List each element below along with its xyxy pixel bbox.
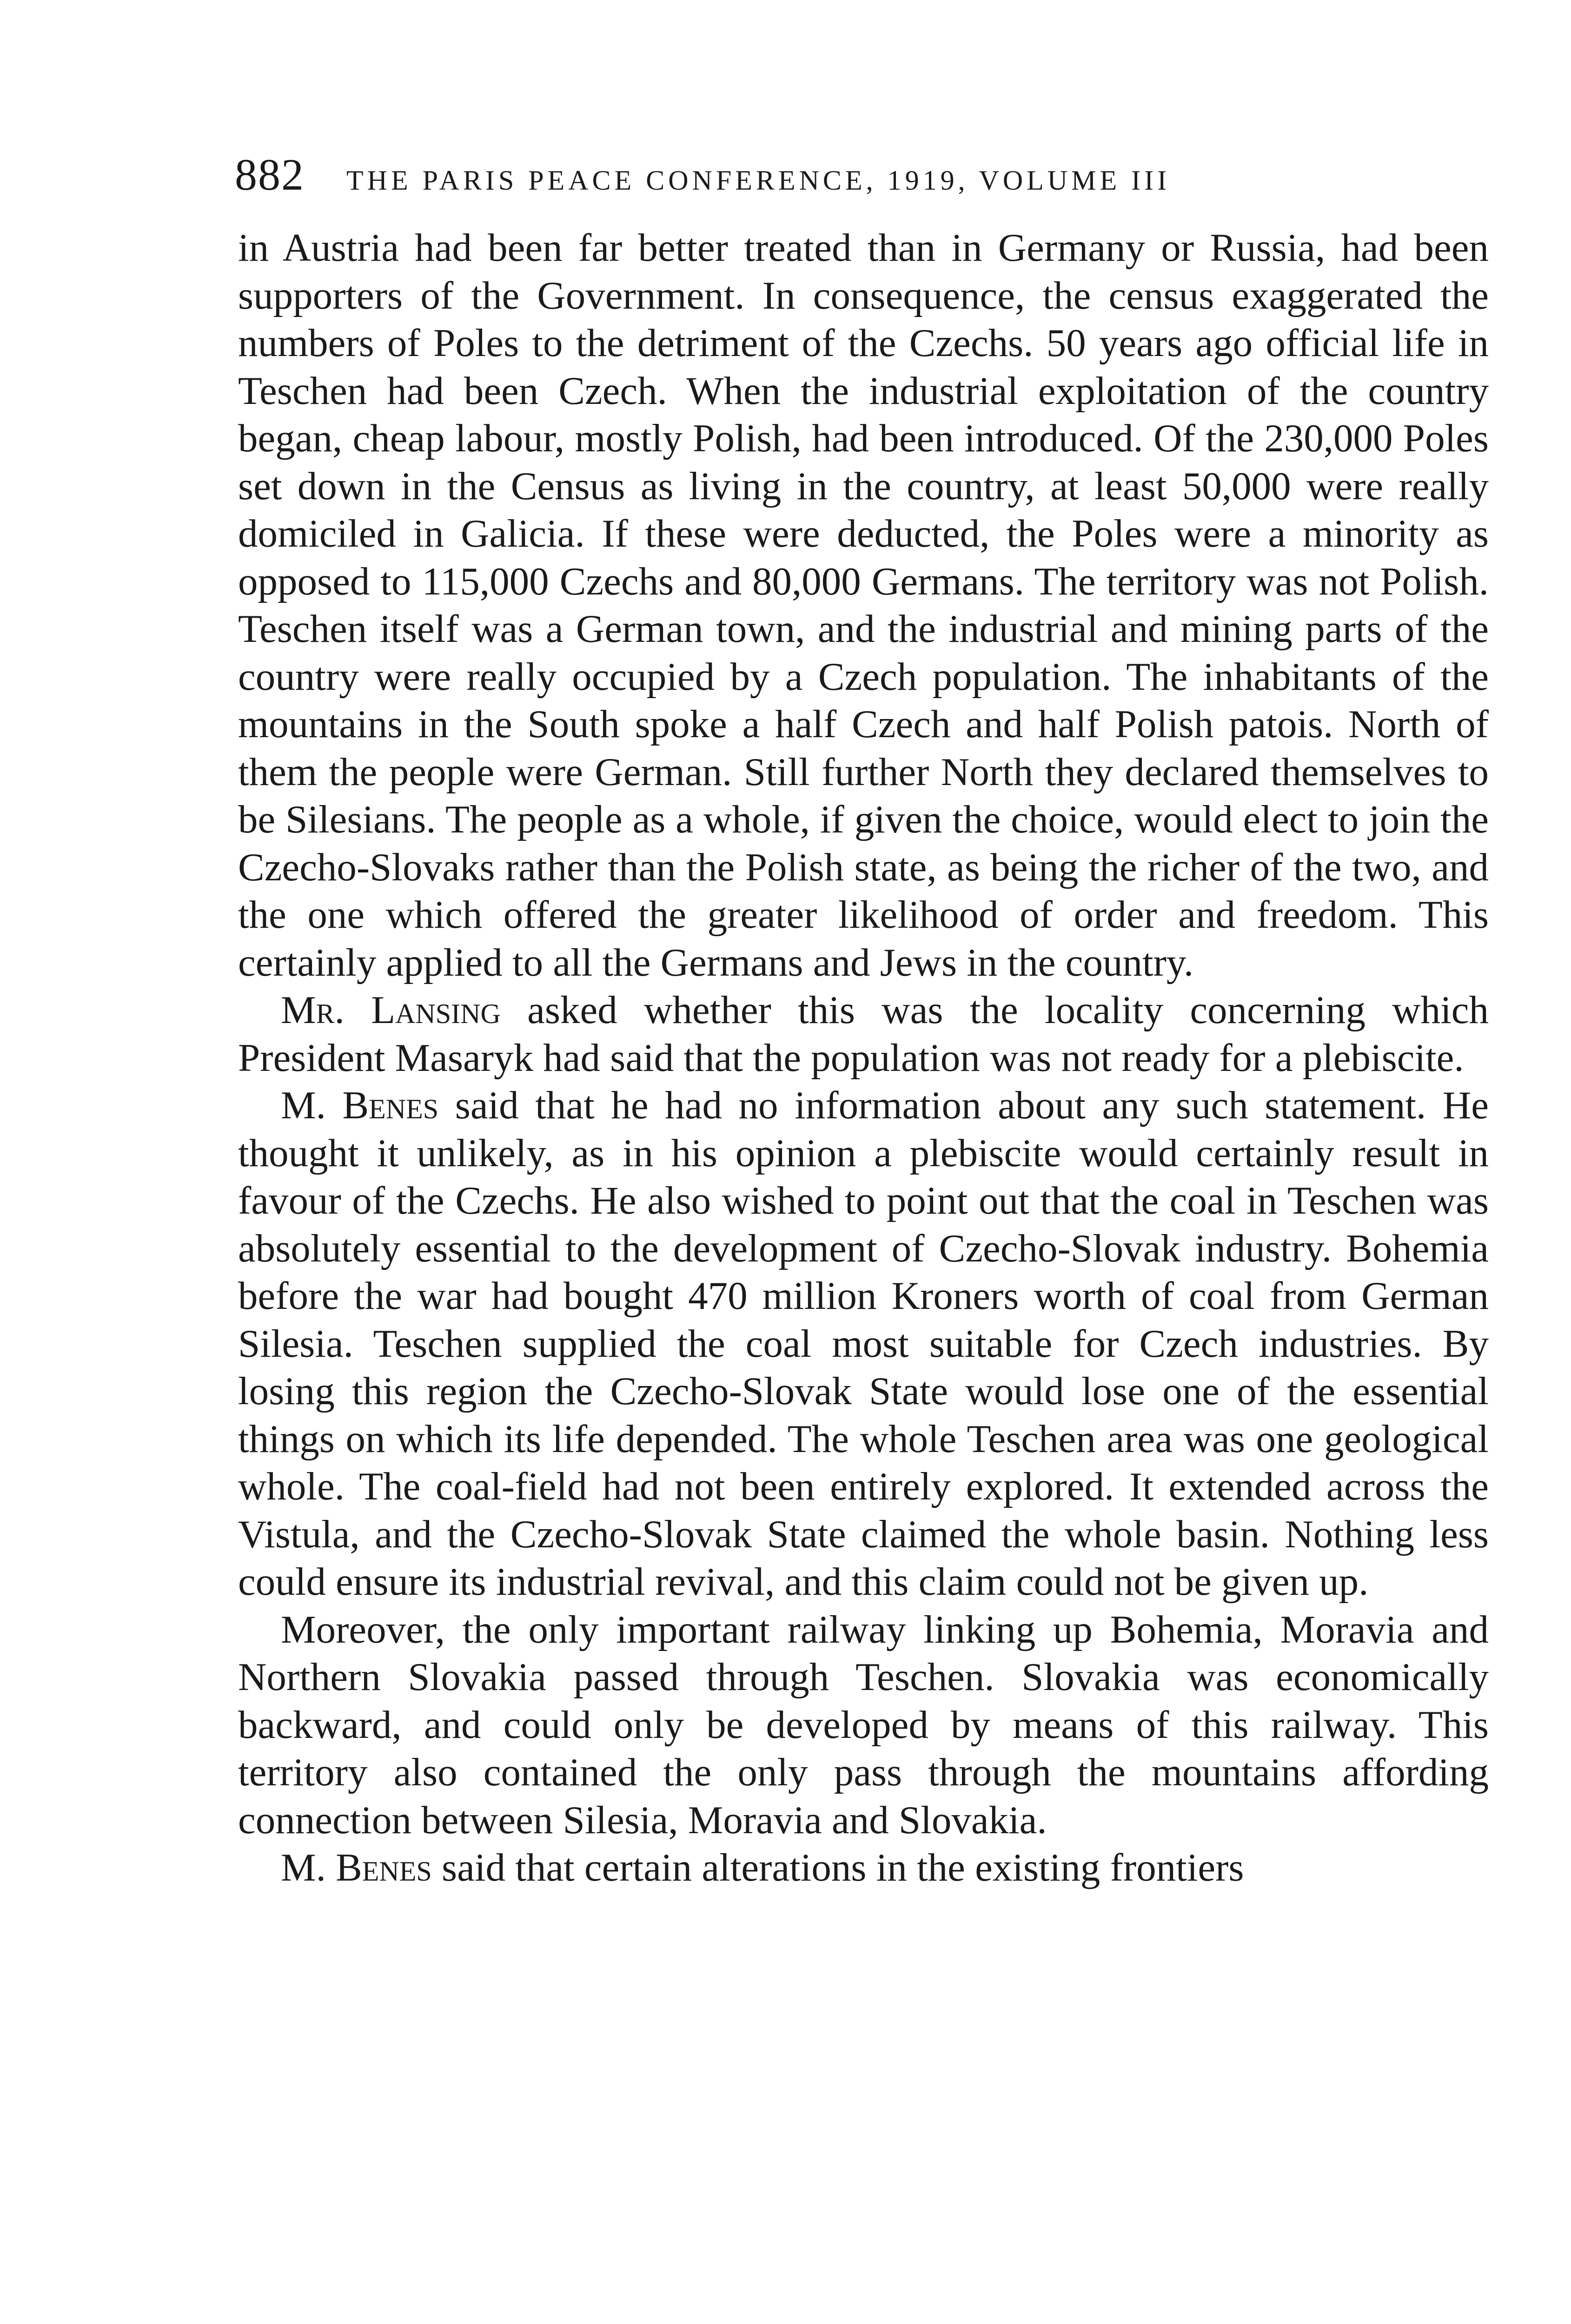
speaker-name: M. Benes [281, 1846, 432, 1889]
paragraph-text: in Austria had been far better treated than in Germany or Russia, had been supporters of the Government. In consequence, the census exaggerated the numbers of Poles to the detriment of the Czechs. 50 years ago official life in Teschen had been Czech. When the industrial exploitation of the country began, cheap labour, mostly Polish, had been introduced. Of the 230,000 Poles set down in the Census as living in the country, at least 50,000 were really domiciled in Galicia. If these were deducted, the Poles were a minority as opposed to 115,000 Czechs and 80,000 Germans. The territory was not Polish. Teschen itself was a German town, and the industrial and mining parts of the country were really occupied by a Czech population. The inhabitants of the mountains in the South spoke a half Czech and half Polish patois. North of them the people were German. Still further North they declared themselves to be Silesians. The people as a whole, if given the choice, would elect to join the Czecho-Slovaks rather than the Polish state, as being the richer of the two, and the one which offered the greater likelihood of order and freedom. This certainly applied to all the Germans and Jews in the country. [238, 226, 1489, 984]
paragraph-railway [238, 1606, 1489, 1844]
speaker-name: M. Benes [281, 1083, 439, 1127]
paragraph-benes-frontiers [238, 1844, 1489, 1892]
paragraph-lansing [238, 986, 1489, 1082]
paragraph-benes-coal [238, 1082, 1489, 1606]
page-number: 882 [235, 150, 305, 199]
paragraph-text: said that he had no information about any such statement. He thought it unlikely, as in his opinion a plebiscite would certainly result in favour of the Czechs. He also wished to point out that the coal in Teschen was absolutely essential to the development of Czecho-Slovak industry. Bohemia before the war had bought 470 million Kroners worth of coal from German Silesia. Teschen supplied the coal most suitable for Czech industries. By losing this region the Czecho-Slovak State would lose one of the essential things on which its life depended. The whole Teschen area was one geological whole. The coal-field had not been entirely explored. It extended across the Vistula, and the Czecho-Slovak State claimed the whole basin. Nothing less could ensure its industrial revival, and this claim could not be given up. [238, 1083, 1489, 1604]
page-header [235, 149, 1490, 209]
paragraph-continuation [238, 224, 1489, 986]
paragraph-text: asked whether this was the locality concerning which President Masaryk had said that the population was not ready for a plebiscite. [238, 988, 1489, 1080]
speaker-name: Mr. Lansing [281, 988, 501, 1032]
paragraph-text: said that certain alterations in the existing frontiers [442, 1846, 1244, 1889]
paragraph-text: Moreover, the only important railway linking up Bohemia, Moravia and Northern Slovakia passed through Teschen. Slovakia was economically backward, and could only be developed by means of this railway. This territory also contained the only pass through the mountains affording connection between Silesia, Moravia and Slovakia. [238, 1607, 1489, 1842]
body-text [238, 224, 1489, 1892]
running-title: THE PARIS PEACE CONFERENCE, 1919, VOLUME III [346, 165, 1171, 196]
